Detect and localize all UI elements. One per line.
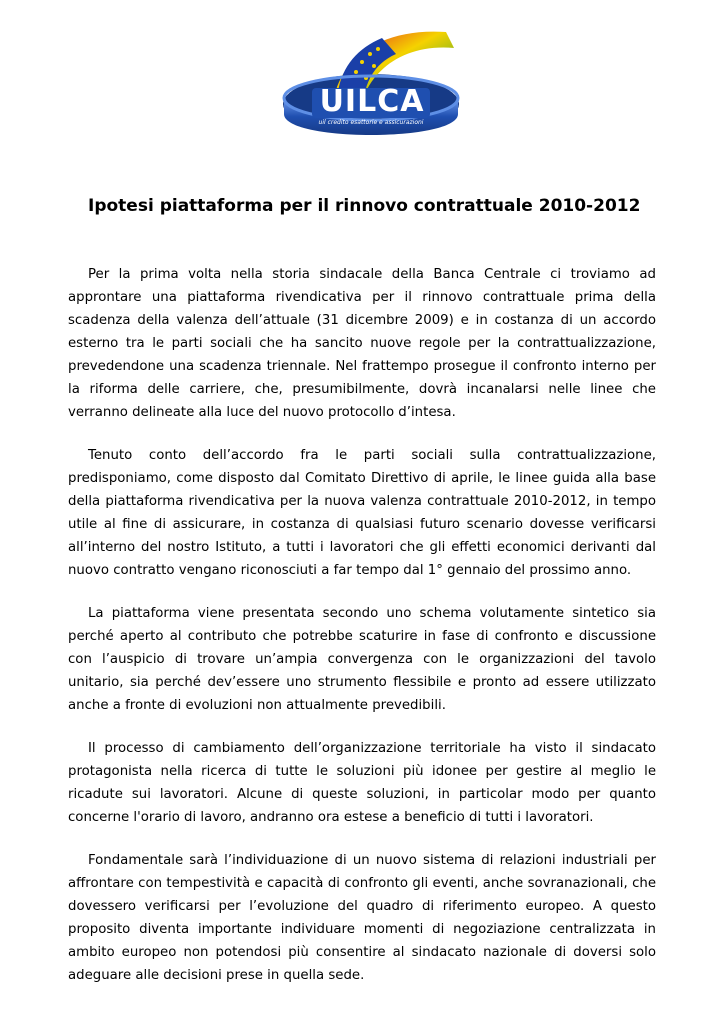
paragraph-4: Il processo di cambiamento dell’organizzazione territoriale ha visto il sindacato protagonista nella ricerca di tutte le soluzioni più idonee per gestire al meglio le ricadute sui lavoratori. Alcune di queste soluzioni, in particolar modo per quanto concerne l'orario di lavoro, andranno ora estese a beneficio di tutti i lavoratori.	[68, 741, 656, 825]
document-title: Ipotesi piattaforma per il rinnovo contrattuale 2010-2012	[88, 196, 641, 216]
document-body	[68, 263, 656, 1007]
logo-wordmark: UILCA	[319, 84, 425, 119]
paragraph-2: Tenuto conto dell’accordo fra le parti sociali sulla contrattualizzazione, predisponiamo, come disposto dal Comitato Direttivo di aprile, le linee guida alla base della piattaforma rivendicativa per la nuova valenza contrattuale 2010-2012, in tempo utile al fine di assicurare, in costanza di qualsiasi futuro scenario dovesse verificarsi all’interno del nostro Istituto, a tutti i lavoratori che gli effetti economici derivanti dal nuovo contratto vengano riconosciuti a far tempo dal 1° gennaio del prossimo anno.	[68, 448, 656, 578]
paragraph-1: Per la prima volta nella storia sindacale della Banca Centrale ci troviamo ad approntare una piattaforma rivendicativa per il rinnovo contrattuale prima della scadenza della valenza dell’attuale (31 dicembre 2009) e in costanza di un accordo esterno tra le parti sociali che ha sancito nuove regole per la contrattualizzazione, prevedendone una scadenza triennale. Nel frattempo prosegue il confronto interno per la riforma delle carriere, che, presumibilmente, dovrà incanalarsi nelle linee che verranno delineate alla luce del nuovo protocollo d’intesa.	[68, 267, 656, 420]
uilca-logo	[278, 22, 464, 140]
paragraph-5: Fondamentale sarà l’individuazione di un nuovo sistema di relazioni industriali per affrontare con tempestività e capacità di confronto gli eventi, anche sovranazionali, che dovessero verificarsi per l’evoluzione del quadro di riferimento europeo. A questo proposito diventa importante individuare momenti di negoziazione centralizzata in ambito europeo non potendosi più consentire al sindacato nazionale di doversi solo adeguare alle decisioni prese in quella sede.	[68, 853, 656, 983]
paragraph-3: La piattaforma viene presentata secondo uno schema volutamente sintetico sia perché aperto al contributo che potrebbe scaturire in fase di confronto e discussione con l’auspicio di trovare un’ampia convergenza con le organizzazioni del tavolo unitario, sia perché dev’essere uno strumento flessibile e pronto ad essere utilizzato anche a fronte di evoluzioni non attualmente prevedibili.	[68, 606, 656, 713]
logo-tagline: uil credito esattorie e assicurazioni	[318, 119, 424, 126]
